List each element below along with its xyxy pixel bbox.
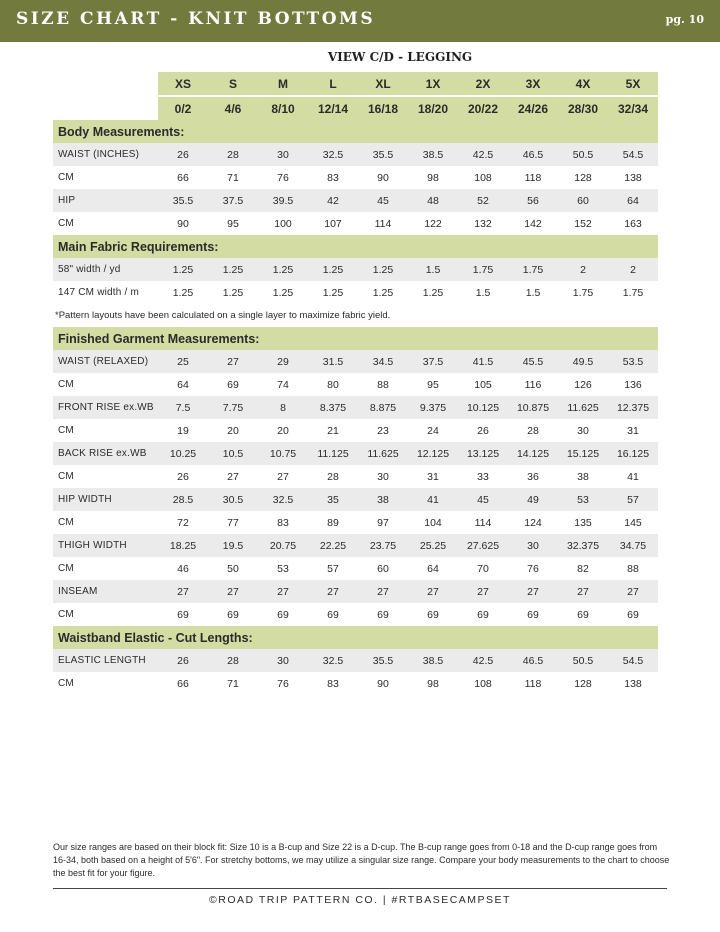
row-label: INSEAM	[53, 580, 158, 603]
table-cell: 32.5	[308, 649, 358, 672]
table-cell: 1.25	[208, 258, 258, 281]
table-cell: 1.25	[372, 286, 394, 299]
table-cell: 1.25	[222, 286, 244, 299]
row-label: CM	[58, 425, 74, 436]
table-row	[53, 580, 658, 603]
table-cell: 74	[277, 378, 289, 391]
table-cell: 27.625	[458, 534, 508, 557]
table-cell: 41.5	[458, 350, 508, 373]
table-cell: 1.25	[158, 258, 208, 281]
table-cell: 19	[177, 424, 189, 437]
table-cell: 71	[227, 171, 239, 184]
table-row	[53, 396, 658, 419]
table-cell: 11.625	[358, 442, 408, 465]
table-cell: 42.5	[458, 143, 508, 166]
table-cell: 69	[477, 608, 489, 621]
row-label: WAIST (RELAXED)	[53, 350, 158, 373]
table-cell: 1.75	[622, 286, 644, 299]
table-cell: 27	[558, 580, 608, 603]
table-cell: 83	[277, 516, 289, 529]
section-title: Body Measurements:	[53, 120, 658, 143]
table-cell: 38	[577, 470, 589, 483]
table-cell: 100	[274, 217, 292, 230]
table-cell: 25	[158, 350, 208, 373]
table-cell: 1.25	[258, 258, 308, 281]
table-cell: 122	[424, 217, 442, 230]
table-cell: 71	[227, 677, 239, 690]
footer-note: Our size ranges are based on their block fit: Size 10 is a B-cup and Size 22 is a D-cup. The B-cup range goes from 0-18 and the D-cup range goes from 16-34, both based on a height of 5'6". For stretchy bottoms, we may utilize a singular size range. Compare your body measurements to the chart to choose the best fit for your figure.	[53, 842, 670, 878]
table-cell: 10.25	[158, 442, 208, 465]
table-cell: 114	[474, 516, 492, 529]
table-cell: 9.375	[408, 396, 458, 419]
size-number: 20/22	[458, 96, 508, 120]
size-number: 18/20	[408, 96, 458, 120]
table-cell: 48	[408, 189, 458, 212]
table-cell: 88	[377, 378, 389, 391]
table-cell: 72	[177, 516, 189, 529]
table-cell: 42	[308, 189, 358, 212]
size-number: 0/2	[158, 96, 208, 120]
table-cell: 2	[558, 258, 608, 281]
table-cell: 2	[608, 258, 658, 281]
table-cell: 54.5	[608, 143, 658, 166]
table-cell: 38	[358, 488, 408, 511]
table-cell: 69	[327, 608, 339, 621]
table-row	[53, 465, 658, 488]
table-cell: 69	[227, 608, 239, 621]
table-cell: 118	[524, 171, 542, 184]
size-number: 32/34	[608, 96, 658, 120]
table-cell: 45	[358, 189, 408, 212]
table-cell: 145	[624, 516, 642, 529]
table-cell: 132	[474, 217, 492, 230]
row-label: CM	[58, 379, 74, 390]
table-cell: 69	[227, 378, 239, 391]
table-cell: 60	[377, 562, 389, 575]
table-cell: 36	[527, 470, 539, 483]
view-title: VIEW C/D - LEGGING	[327, 50, 473, 64]
table-cell: 12.375	[608, 396, 658, 419]
table-cell: 46	[177, 562, 189, 575]
table-cell: 1.25	[308, 258, 358, 281]
row-label: WAIST (INCHES)	[53, 143, 158, 166]
table-row	[53, 511, 658, 534]
table-cell: 76	[527, 562, 539, 575]
table-cell: 105	[474, 378, 492, 391]
table-cell: 30	[258, 143, 308, 166]
table-cell: 53.5	[608, 350, 658, 373]
table-cell: 35	[308, 488, 358, 511]
table-cell: 46.5	[508, 143, 558, 166]
table-cell: 80	[327, 378, 339, 391]
table-cell: 70	[477, 562, 489, 575]
row-label: CM	[58, 517, 74, 528]
table-cell: 28	[208, 649, 258, 672]
table-cell: 49.5	[558, 350, 608, 373]
table-cell: 50	[227, 562, 239, 575]
size-label: 1X	[408, 72, 458, 96]
size-number: 4/6	[208, 96, 258, 120]
table-cell: 60	[558, 189, 608, 212]
table-cell: 95	[227, 217, 239, 230]
size-label: XL	[358, 72, 408, 96]
size-label: 5X	[608, 72, 658, 96]
table-cell: 22.25	[308, 534, 358, 557]
row-label: FRONT RISE ex.WB	[53, 396, 158, 419]
table-cell: 108	[474, 171, 492, 184]
row-label: 58" width / yd	[53, 258, 158, 281]
table-cell: 39.5	[258, 189, 308, 212]
size-label: M	[258, 72, 308, 96]
table-cell: 26	[177, 470, 189, 483]
table-cell: 7.75	[208, 396, 258, 419]
size-number: 28/30	[558, 96, 608, 120]
table-cell: 7.5	[158, 396, 208, 419]
table-cell: 1.5	[525, 286, 541, 299]
size-label: XS	[158, 72, 208, 96]
table-cell: 32.5	[308, 143, 358, 166]
table-cell: 21	[327, 424, 339, 437]
table-row	[53, 442, 658, 465]
table-cell: 42.5	[458, 649, 508, 672]
table-cell: 27	[408, 580, 458, 603]
table-cell: 95	[427, 378, 439, 391]
table-cell: 69	[427, 608, 439, 621]
table-cell: 35.5	[358, 649, 408, 672]
table-cell: 1.25	[272, 286, 294, 299]
table-cell: 30	[377, 470, 389, 483]
footer-divider	[53, 888, 667, 889]
row-label: HIP WIDTH	[53, 488, 158, 511]
table-cell: 38.5	[408, 143, 458, 166]
size-label: 3X	[508, 72, 558, 96]
table-cell: 152	[574, 217, 592, 230]
table-cell: 37.5	[408, 350, 458, 373]
table-cell: 23.75	[358, 534, 408, 557]
table-cell: 90	[177, 217, 189, 230]
table-cell: 28.5	[158, 488, 208, 511]
table-cell: 27	[208, 580, 258, 603]
table-cell: 1.25	[422, 286, 444, 299]
table-cell: 32.5	[258, 488, 308, 511]
table-cell: 10.125	[458, 396, 508, 419]
table-cell: 98	[427, 171, 439, 184]
table-row	[53, 258, 658, 281]
table-cell: 35.5	[158, 189, 208, 212]
table-cell: 34.5	[358, 350, 408, 373]
table-cell: 34.75	[608, 534, 658, 557]
row-label: 147 CM width / m	[58, 287, 140, 298]
table-cell: 30.5	[208, 488, 258, 511]
table-cell: 27	[358, 580, 408, 603]
table-cell: 27	[158, 580, 208, 603]
row-label: THIGH WIDTH	[53, 534, 158, 557]
size-number: 16/18	[358, 96, 408, 120]
table-cell: 31	[627, 424, 639, 437]
section-header-row	[53, 626, 658, 649]
note-row	[53, 304, 658, 327]
table-cell: 50.5	[558, 649, 608, 672]
table-cell: 118	[524, 677, 542, 690]
table-cell: 82	[577, 562, 589, 575]
table-cell: 8	[258, 396, 308, 419]
table-cell: 138	[624, 677, 642, 690]
table-cell: 89	[327, 516, 339, 529]
table-cell: 77	[227, 516, 239, 529]
table-cell: 124	[524, 516, 542, 529]
row-label: CM	[58, 609, 74, 620]
table-cell: 8.375	[308, 396, 358, 419]
table-cell: 1.5	[408, 258, 458, 281]
table-cell: 138	[624, 171, 642, 184]
header-spacer	[53, 96, 158, 120]
table-cell: 45.5	[508, 350, 558, 373]
table-cell: 52	[458, 189, 508, 212]
table-cell: 1.75	[508, 258, 558, 281]
table-row	[53, 603, 658, 626]
table-cell: 27	[258, 580, 308, 603]
size-label: L	[308, 72, 358, 96]
table-cell: 64	[427, 562, 439, 575]
size-number: 8/10	[258, 96, 308, 120]
table-cell: 30	[258, 649, 308, 672]
table-cell: 88	[627, 562, 639, 575]
table-row	[53, 166, 658, 189]
table-cell: 11.625	[558, 396, 608, 419]
table-cell: 13.125	[458, 442, 508, 465]
table-cell: 32.375	[558, 534, 608, 557]
table-cell: 163	[624, 217, 642, 230]
table-cell: 116	[524, 378, 542, 391]
row-label: CM	[58, 471, 74, 482]
table-cell: 27	[458, 580, 508, 603]
table-cell: 104	[424, 516, 442, 529]
table-cell: 37.5	[208, 189, 258, 212]
table-cell: 10.875	[508, 396, 558, 419]
table-cell: 54.5	[608, 649, 658, 672]
table-cell: 97	[377, 516, 389, 529]
row-label: HIP	[53, 189, 158, 212]
table-cell: 69	[577, 608, 589, 621]
table-cell: 29	[258, 350, 308, 373]
header-spacer	[53, 72, 158, 96]
footer-credit: ©ROAD TRIP PATTERN CO. | #RTBASECAMPSET	[209, 894, 511, 906]
table-cell: 11.125	[308, 442, 358, 465]
table-cell: 28	[327, 470, 339, 483]
table-cell: 53	[558, 488, 608, 511]
table-cell: 41	[408, 488, 458, 511]
table-cell: 76	[277, 677, 289, 690]
table-cell: 8.875	[358, 396, 408, 419]
table-cell: 15.125	[558, 442, 608, 465]
table-cell: 27	[508, 580, 558, 603]
page-title: SIZE CHART - KNIT BOTTOMS	[16, 9, 376, 29]
table-cell: 142	[524, 217, 542, 230]
table-cell: 126	[574, 378, 592, 391]
size-label-row	[53, 72, 658, 96]
table-cell: 56	[508, 189, 558, 212]
section-header-row	[53, 120, 658, 143]
row-label: CM	[58, 172, 74, 183]
table-cell: 10.5	[208, 442, 258, 465]
table-row	[53, 212, 658, 235]
size-number: 12/14	[308, 96, 358, 120]
row-label: ELASTIC LENGTH	[53, 649, 158, 672]
table-cell: 1.75	[572, 286, 594, 299]
table-cell: 66	[177, 171, 189, 184]
table-cell: 69	[527, 608, 539, 621]
table-cell: 27	[277, 470, 289, 483]
section-title: Main Fabric Requirements:	[53, 235, 658, 258]
table-cell: 1.5	[475, 286, 491, 299]
table-row	[53, 373, 658, 396]
table-cell: 28	[208, 143, 258, 166]
table-cell: 64	[608, 189, 658, 212]
table-cell: 27	[227, 470, 239, 483]
table-row	[53, 419, 658, 442]
table-cell: 83	[327, 171, 339, 184]
row-label: CM	[58, 678, 74, 689]
size-label: 4X	[558, 72, 608, 96]
table-cell: 136	[624, 378, 642, 391]
table-cell: 20	[277, 424, 289, 437]
table-row	[53, 557, 658, 580]
table-cell: 26	[477, 424, 489, 437]
table-cell: 16.125	[608, 442, 658, 465]
fabric-note: *Pattern layouts have been calculated on a single layer to maximize fabric yield.	[55, 310, 391, 321]
table-cell: 20.75	[258, 534, 308, 557]
table-cell: 35.5	[358, 143, 408, 166]
table-cell: 1.25	[322, 286, 344, 299]
page-header	[0, 0, 720, 42]
table-cell: 26	[158, 649, 208, 672]
section-title: Finished Garment Measurements:	[53, 327, 658, 350]
table-cell: 64	[177, 378, 189, 391]
row-label: BACK RISE ex.WB	[53, 442, 158, 465]
table-cell: 23	[377, 424, 389, 437]
table-row	[53, 534, 658, 557]
table-cell: 114	[374, 217, 392, 230]
table-cell: 69	[177, 608, 189, 621]
table-cell: 12.125	[408, 442, 458, 465]
table-row	[53, 672, 658, 695]
table-cell: 53	[277, 562, 289, 575]
table-cell: 108	[474, 677, 492, 690]
table-row	[53, 488, 658, 511]
table-cell: 135	[574, 516, 592, 529]
size-label: S	[208, 72, 258, 96]
table-cell: 30	[577, 424, 589, 437]
table-row	[53, 281, 658, 304]
size-number-row	[53, 96, 658, 120]
table-cell: 28	[527, 424, 539, 437]
table-cell: 69	[377, 608, 389, 621]
table-cell: 19.5	[208, 534, 258, 557]
table-cell: 27	[208, 350, 258, 373]
table-cell: 90	[377, 677, 389, 690]
table-cell: 38.5	[408, 649, 458, 672]
table-cell: 1.75	[458, 258, 508, 281]
table-cell: 1.25	[358, 258, 408, 281]
table-row	[53, 189, 658, 212]
section-header-row	[53, 235, 658, 258]
table-cell: 50.5	[558, 143, 608, 166]
table-row	[53, 649, 658, 672]
table-cell: 33	[477, 470, 489, 483]
table-cell: 49	[508, 488, 558, 511]
table-cell: 128	[574, 677, 592, 690]
table-cell: 57	[327, 562, 339, 575]
table-cell: 45	[458, 488, 508, 511]
table-cell: 69	[627, 608, 639, 621]
size-number: 24/26	[508, 96, 558, 120]
table-cell: 10.75	[258, 442, 308, 465]
table-cell: 14.125	[508, 442, 558, 465]
table-cell: 83	[327, 677, 339, 690]
section-title: Waistband Elastic - Cut Lengths:	[53, 626, 658, 649]
table-cell: 46.5	[508, 649, 558, 672]
section-header-row	[53, 327, 658, 350]
page-number: pg. 10	[665, 13, 704, 26]
table-row	[53, 350, 658, 373]
table-cell: 69	[277, 608, 289, 621]
table-cell: 27	[308, 580, 358, 603]
size-label: 2X	[458, 72, 508, 96]
table-cell: 98	[427, 677, 439, 690]
row-label: CM	[58, 218, 74, 229]
size-chart-table	[53, 72, 658, 695]
table-cell: 25.25	[408, 534, 458, 557]
table-cell: 41	[627, 470, 639, 483]
table-cell: 107	[324, 217, 342, 230]
table-cell: 31	[427, 470, 439, 483]
table-cell: 76	[277, 171, 289, 184]
table-cell: 90	[377, 171, 389, 184]
table-cell: 27	[608, 580, 658, 603]
table-cell: 24	[427, 424, 439, 437]
table-cell: 20	[227, 424, 239, 437]
table-cell: 1.25	[172, 286, 194, 299]
table-row	[53, 143, 658, 166]
table-cell: 26	[158, 143, 208, 166]
row-label: CM	[58, 563, 74, 574]
table-cell: 30	[508, 534, 558, 557]
table-cell: 66	[177, 677, 189, 690]
table-cell: 18.25	[158, 534, 208, 557]
table-cell: 57	[608, 488, 658, 511]
table-cell: 128	[574, 171, 592, 184]
table-cell: 31.5	[308, 350, 358, 373]
